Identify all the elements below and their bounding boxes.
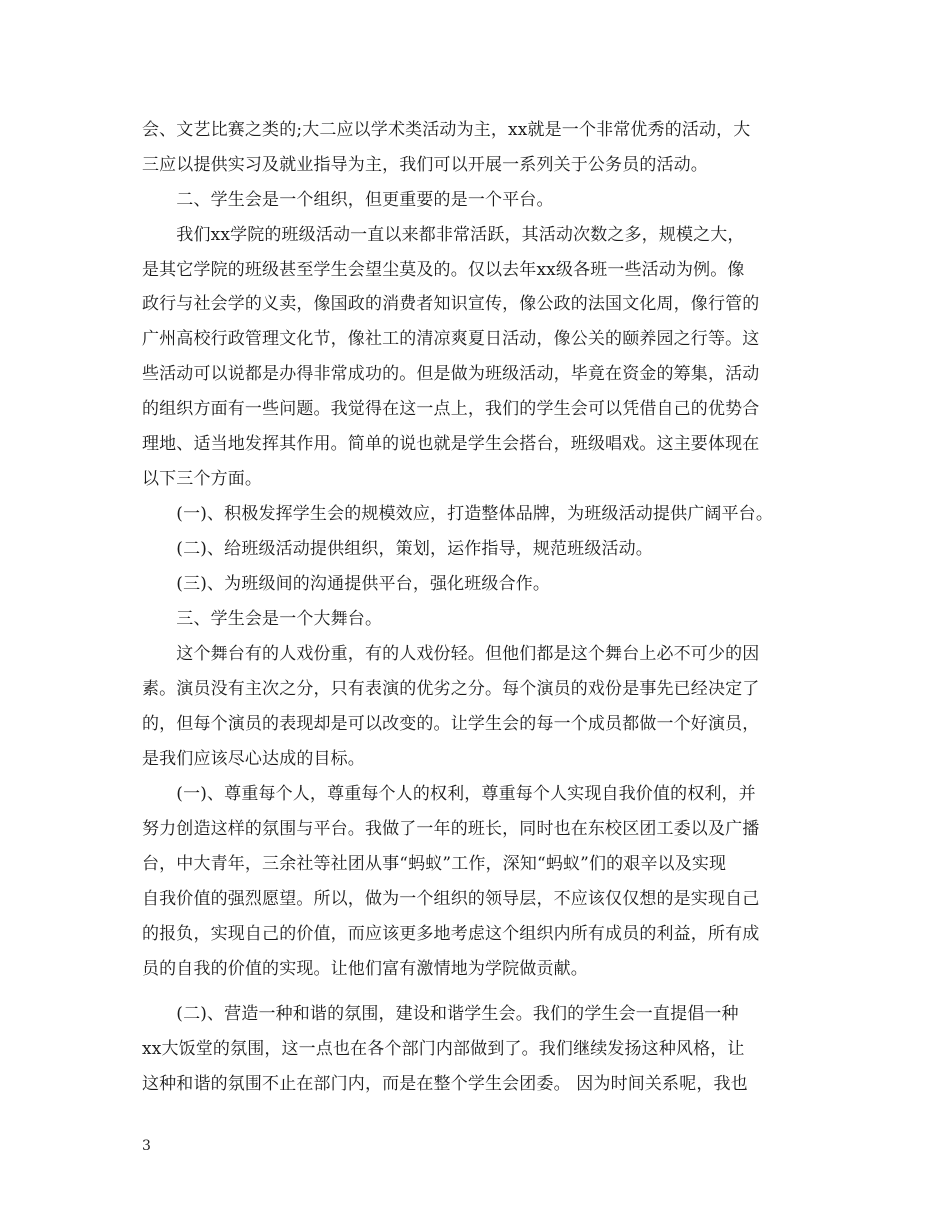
body-text-line: 员的自我的价值的实现。让他们富有激情地为学院做贡献。: [142, 959, 588, 979]
body-text-line: 这种和谐的氛围不止在部门内，而是在整个学生会团委。 因为时间关系呢，我也: [142, 1074, 748, 1094]
section-heading: 三、学生会是一个大舞台。: [142, 609, 383, 629]
body-text-line: 些活动可以说都是办得非常成功的。但是做为班级活动，毕竟在资金的筹集，活动: [142, 364, 760, 384]
list-item: (三)、为班级间的沟通提供平台，强化班级合作。: [142, 574, 551, 594]
list-item: (一)、尊重每个人，尊重每个人的权利，尊重每个人实现自我价值的权利，并: [142, 784, 756, 804]
body-text-line: 三应以提供实习及就业指导为主，我们可以开展一系列关于公务员的活动。: [142, 155, 708, 175]
body-text-line: 的组织方面有一些问题。我觉得在这一点上，我们的学生会可以凭借自己的优势合: [142, 399, 760, 419]
body-text-line: 是其它学院的班级甚至学生会望尘莫及的。仅以去年xx级各班一些活动为例。像: [142, 260, 745, 280]
body-text-line: 理地、适当地发挥其作用。简单的说也就是学生会搭台，班级唱戏。这主要体现在: [142, 434, 760, 454]
body-text-line: 我们xx学院的班级活动一直以来都非常活跃，其活动次数之多，规模之大，: [142, 225, 745, 245]
list-item: (一)、积极发挥学生会的规模效应，打造整体品牌，为班级活动提供广阔平台。: [142, 504, 773, 524]
body-text-line: 广州高校行政管理文化节，像社工的清凉爽夏日活动，像公关的颐养园之行等。这: [142, 329, 760, 349]
body-text-line: 努力创造这样的氛围与平台。我做了一年的班长，同时也在东校区团工委以及广播: [142, 819, 760, 839]
page-number: 3: [142, 1138, 151, 1154]
body-text-line: 这个舞台有的人戏份重，有的人戏份轻。但他们都是这个舞台上必不可少的因: [142, 644, 760, 664]
body-text-line: xx大饭堂的氛围，这一点也在各个部门内部做到了。我们继续发扬这种风格，让: [142, 1039, 745, 1059]
body-text-line: 会、文艺比赛之类的;大二应以学术类活动为主，xx就是一个非常优秀的活动，大: [142, 120, 751, 140]
body-text-line: 以下三个方面。: [142, 469, 263, 489]
body-text-line: 的报负，实现自己的价值，而应该更多地考虑这个组织内所有成员的利益，所有成: [142, 924, 760, 944]
body-text-line: 政行与社会学的义卖，像国政的消费者知识宣传，像公政的法国文化周，像行管的: [142, 294, 760, 314]
body-text-line: 自我价值的强烈愿望。所以，做为一个组织的领导层，不应该仅仅想的是实现自己: [142, 889, 760, 909]
body-text-line: 台，中大青年，三余社等社团从事“蚂蚁”工作，深知“蚂蚁”们的艰辛以及实现: [142, 854, 727, 874]
body-text-line: 素。演员没有主次之分，只有表演的优劣之分。每个演员的戏份是事先已经决定了: [142, 679, 760, 699]
list-item: (二)、营造一种和谐的氛围，建设和谐学生会。我们的学生会一直提倡一种: [142, 1004, 739, 1024]
body-text-line: 的，但每个演员的表现却是可以改变的。让学生会的每一个成员都做一个好演员，: [142, 714, 760, 734]
body-text-line: 是我们应该尽心达成的目标。: [142, 749, 365, 769]
list-item: (二)、给班级活动提供组织，策划，运作指导，规范班级活动。: [142, 539, 653, 559]
section-heading: 二、学生会是一个组织，但更重要的是一个平台。: [142, 190, 554, 210]
